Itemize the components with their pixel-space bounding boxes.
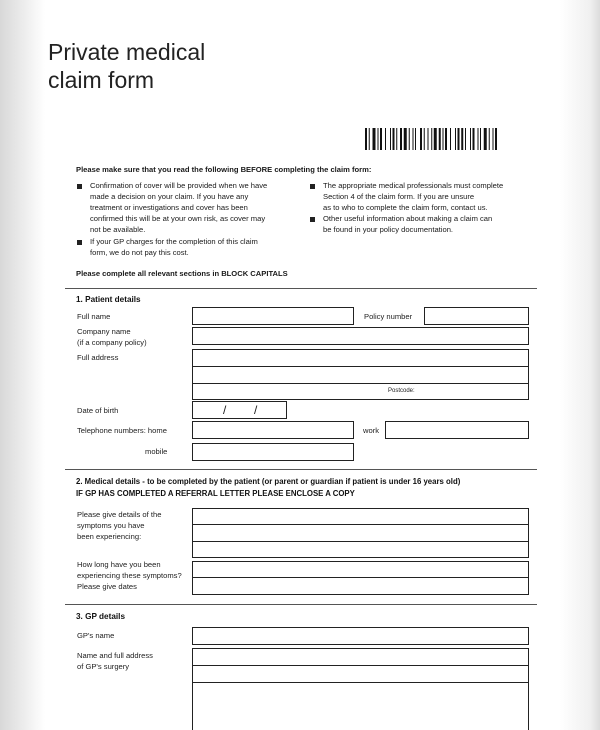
gp-address-label-line-1: Name and full address [77, 651, 153, 660]
telephone-mobile-input[interactable] [192, 443, 354, 461]
full-name-label: Full name [77, 312, 111, 321]
barcode-bar [465, 128, 466, 150]
barcode-bar [473, 128, 475, 150]
barcode-bar [390, 128, 391, 150]
barcode-bar [428, 128, 429, 150]
how-long-label-line-1: How long have you been [77, 560, 161, 569]
dob-separator: / [223, 403, 227, 417]
address-line-divider [193, 383, 528, 384]
barcode-bar [380, 128, 382, 150]
bullet-right-1-line-2: Section 4 of the claim form. If you are unsure [323, 192, 475, 201]
gp-address-line-divider [193, 682, 528, 683]
bullet-left-1-line-5: not be available. [90, 225, 146, 234]
barcode-bar [373, 128, 376, 150]
barcode-bar [400, 128, 402, 150]
bullet-icon [310, 184, 315, 189]
bullet-right-1 [323, 180, 538, 213]
section-2-referral-note: IF GP HAS COMPLETED A REFERRAL LETTER PLEASE ENCLOSE A COPY [76, 489, 355, 498]
bullet-right-2-line-2: be found in your policy documentation. [323, 225, 454, 234]
bullet-left-1-line-1: Confirmation of cover will be provided when we have [90, 181, 268, 190]
symptoms-label [77, 509, 161, 542]
bullet-left-2-line-1: If your GP charges for the completion of this claim [90, 237, 258, 246]
how-long-label-line-2: experiencing these symptoms? [77, 571, 182, 580]
gp-name-input[interactable] [192, 627, 529, 645]
full-address-input[interactable] [192, 349, 529, 400]
section-1-heading: 1. Patient details [76, 295, 141, 304]
gp-address-label-line-2: of GP's surgery [77, 662, 130, 671]
barcode-bar [495, 128, 497, 150]
barcode-bar [450, 128, 451, 150]
symptoms-label-line-2: symptoms you have [77, 521, 145, 530]
bullet-right-2 [323, 213, 538, 235]
barcode-bar [478, 128, 479, 150]
barcode-bar [420, 128, 422, 150]
company-name-label [77, 326, 147, 348]
gp-address-line-divider [193, 665, 528, 666]
barcode-bar [434, 128, 437, 150]
symptoms-label-line-3: been experiencing: [77, 532, 142, 541]
bullet-icon [77, 240, 82, 245]
bullet-left-1-line-3: treatment or investigations and cover has been [90, 203, 248, 212]
bullet-left-2-line-2: form, we do not pay this cost. [90, 248, 189, 257]
barcode-bar [404, 128, 407, 150]
symptoms-label-line-1: Please give details of the [77, 510, 162, 519]
how-long-input[interactable] [192, 561, 529, 595]
barcode-bar [396, 128, 397, 150]
barcode-bar [458, 128, 460, 150]
postcode-label: Postcode: [388, 388, 415, 394]
section-divider [65, 288, 537, 289]
telephone-mobile-label: mobile [145, 447, 168, 456]
barcode-bar [493, 128, 494, 150]
barcode-bar [378, 128, 379, 150]
symptoms-line-divider [193, 524, 528, 525]
how-long-line-divider [193, 577, 528, 578]
company-name-input[interactable] [192, 327, 529, 345]
bullet-right-1-line-1: The appropriate medical professionals must complete [323, 181, 504, 190]
section-divider [65, 469, 537, 470]
barcode-bar [409, 128, 410, 150]
barcode-bar [445, 128, 447, 150]
barcode-bar [470, 128, 471, 150]
section-3-heading: 3. GP details [76, 612, 125, 621]
barcode-bar [455, 128, 456, 150]
dob-separator: / [254, 403, 258, 417]
address-line-divider [193, 366, 528, 367]
bullet-icon [77, 184, 82, 189]
page-title [48, 38, 205, 94]
telephone-work-label: work [363, 426, 380, 435]
gp-address-label [77, 650, 153, 672]
full-name-input[interactable] [192, 307, 354, 325]
telephone-work-input[interactable] [385, 421, 529, 439]
barcode-bar [439, 128, 441, 150]
barcode-bar [393, 128, 395, 150]
block-capitals-note: Please complete all relevant sections in BLOCK CAPITALS [76, 269, 288, 278]
barcode-bar [365, 128, 367, 150]
full-address-label: Full address [77, 353, 119, 362]
title-line-1: Private medical [48, 39, 206, 65]
section-divider [65, 604, 537, 605]
bullet-right-2-line-1: Other useful information about making a claim can [323, 214, 493, 223]
section-2-heading-note: (or parent or guardian if patient is under 16 years old) [261, 477, 461, 486]
section-2-heading [76, 477, 546, 486]
barcode-bar [489, 128, 490, 150]
symptoms-line-divider [193, 541, 528, 542]
bullet-left-1 [90, 180, 305, 235]
telephone-home-label: Telephone numbers: home [77, 426, 167, 435]
barcode-bar [369, 128, 370, 150]
barcode-bar [385, 128, 386, 150]
title-line-2: claim form [48, 67, 155, 93]
bullet-icon [310, 217, 315, 222]
barcode-icon [365, 128, 550, 150]
barcode-bar [480, 128, 481, 150]
date-of-birth-input[interactable] [192, 401, 287, 419]
symptoms-input[interactable] [192, 508, 529, 558]
policy-number-input[interactable] [424, 307, 529, 325]
telephone-home-input[interactable] [192, 421, 354, 439]
bullet-left-1-line-4: confirmed this will be at your own risk, as cover may [90, 214, 266, 223]
barcode-bar [415, 128, 416, 150]
date-of-birth-label: Date of birth [77, 406, 119, 415]
section-2-heading-main: 2. Medical details - to be completed by the patient [76, 477, 260, 486]
barcode-bar [413, 128, 414, 150]
barcode-bar [461, 128, 463, 150]
how-long-label-line-3: Please give dates [77, 582, 137, 591]
policy-number-label: Policy number [364, 312, 413, 321]
bullet-left-1-line-2: made a decision on your claim. If you have any [90, 192, 249, 201]
bullet-right-1-line-3: as to who to complete the claim form, contact us. [323, 203, 488, 212]
gp-name-label: GP's name [77, 631, 115, 640]
barcode-bar [484, 128, 487, 150]
gp-address-input[interactable] [192, 648, 529, 730]
barcode-bar [443, 128, 444, 150]
intro-heading: Please make sure that you read the following BEFORE completing the claim form: [76, 165, 372, 174]
how-long-label [77, 559, 182, 592]
barcode-bar [424, 128, 425, 150]
company-name-label-line-2: (if a company policy) [77, 338, 147, 347]
bullet-left-2 [90, 236, 305, 258]
barcode-bar [431, 128, 432, 150]
company-name-label-line-1: Company name [77, 327, 131, 336]
